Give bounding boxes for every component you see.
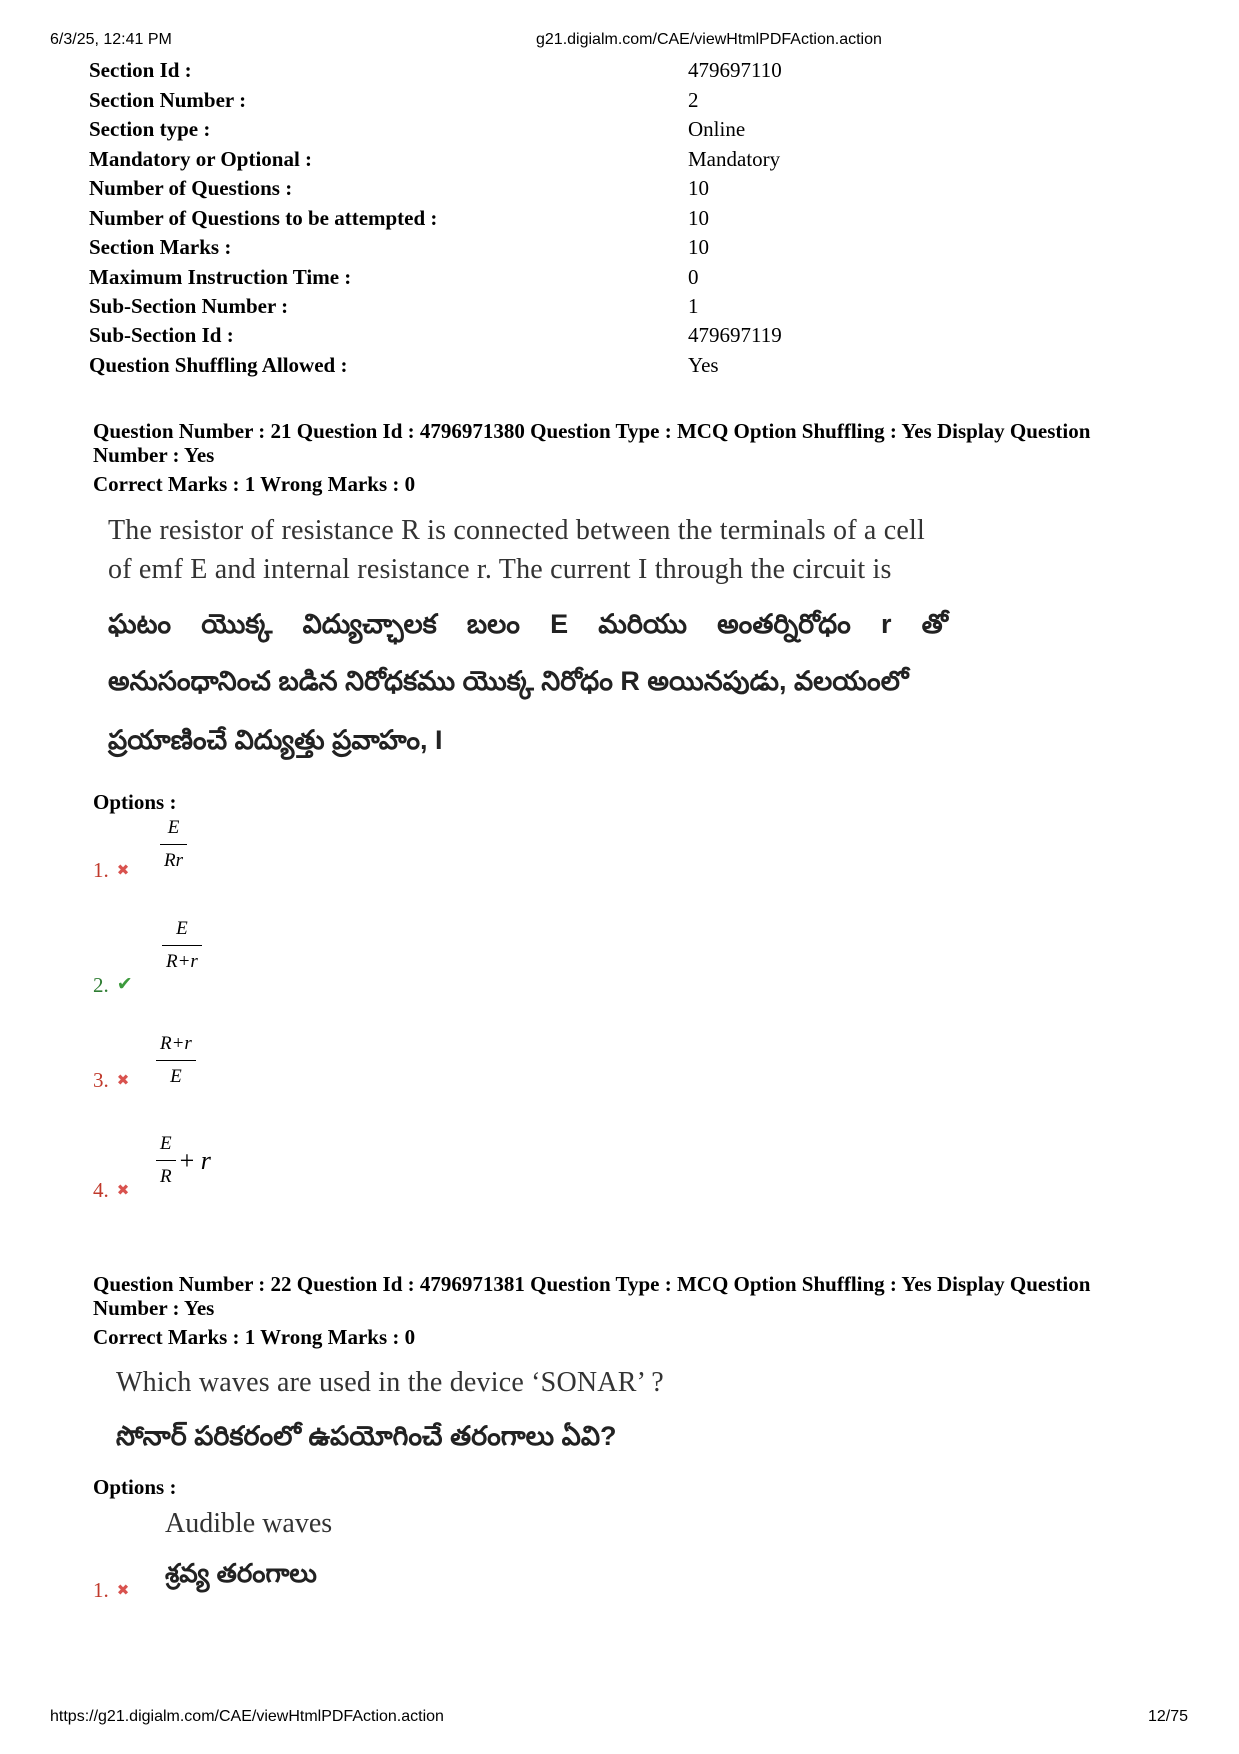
- plus-sign: +: [179, 1145, 195, 1175]
- question-text-en: Which waves are used in the device ‘SONAR’ ?: [116, 1367, 664, 1398]
- shuffling-allowed-value: Yes: [688, 353, 719, 377]
- section-type-value: Online: [688, 117, 746, 141]
- fraction-denominator: R: [160, 1166, 172, 1187]
- print-footer-url: https://g21.digialm.com/CAE/viewHtmlPDFAction.action: [50, 1708, 444, 1725]
- option-number: [93, 1178, 129, 1203]
- option-number-text: 3.: [93, 1068, 109, 1092]
- fraction-numerator: E: [176, 918, 188, 939]
- question-marks: Correct Marks : 1 Wrong Marks : 0: [93, 472, 416, 496]
- instruction-time-value: 0: [688, 265, 699, 289]
- wrong-cross-icon: ✖: [116, 1073, 130, 1089]
- num-attempted-label: Number of Questions to be attempted :: [89, 206, 438, 230]
- section-marks-label: Section Marks :: [89, 235, 232, 259]
- section-number-label: Section Number :: [89, 88, 247, 112]
- option-number-text: 1.: [93, 858, 109, 882]
- num-questions-value: 10: [688, 176, 709, 200]
- shuffling-allowed-label: Question Shuffling Allowed :: [89, 353, 348, 377]
- option-number-text: 1.: [93, 1578, 109, 1602]
- options-label: Options :: [93, 790, 177, 814]
- subsection-id-label: Sub-Section Id :: [89, 323, 234, 347]
- question-text-te-line1: ఘటం యొక్క విద్యుచ్ఛాలక బలం E మరియు అంతర్నిరోధం r తో: [108, 609, 948, 639]
- fraction-bar: [162, 945, 202, 946]
- fraction-denominator: E: [170, 1066, 182, 1087]
- option-fraction: [162, 916, 202, 975]
- question-text-te-line3: ప్రయాణించే విద్యుత్తు ప్రవాహం, I: [108, 725, 443, 755]
- question-meta: Question Number : 21 Question Id : 4796971380 Question Type : MCQ Option Shuffling : Yes Display Question Number : Yes: [93, 419, 1091, 467]
- correct-check-icon: ✔: [116, 974, 133, 995]
- option-text-te: శ్రవ్య తరంగాలు: [165, 1558, 317, 1588]
- option-text-en: Audible waves: [165, 1508, 333, 1539]
- fraction-numerator: E: [160, 1133, 172, 1154]
- fraction-bar: [156, 1060, 196, 1061]
- option-number: [93, 973, 133, 998]
- fraction-bar: [156, 1160, 176, 1161]
- num-questions-label: Number of Questions :: [89, 176, 293, 200]
- section-id-value: 479697110: [688, 58, 782, 82]
- option-number: [93, 858, 129, 883]
- fraction-denominator: Rr: [164, 850, 183, 871]
- print-datetime: 6/3/25, 12:41 PM: [50, 31, 172, 48]
- option-number-text: 2.: [93, 973, 109, 997]
- option-number-text: 4.: [93, 1178, 109, 1202]
- mandatory-value: Mandatory: [688, 147, 781, 171]
- expression-suffix: [180, 1146, 211, 1176]
- fraction-numerator: E: [167, 817, 180, 838]
- instruction-time-label: Maximum Instruction Time :: [89, 265, 352, 289]
- option-number: [93, 1578, 129, 1603]
- suffix-variable: r: [200, 1145, 211, 1175]
- print-page-title: g21.digialm.com/CAE/viewHtmlPDFAction.action: [536, 31, 882, 48]
- option-expression: [156, 1131, 211, 1190]
- subsection-number-label: Sub-Section Number :: [89, 294, 289, 318]
- num-attempted-value: 10: [688, 206, 709, 230]
- option-number: [93, 1068, 129, 1093]
- option-fraction: [160, 815, 187, 874]
- wrong-cross-icon: ✖: [116, 863, 130, 879]
- subsection-number-value: 1: [688, 294, 699, 318]
- subsection-id-value: 479697119: [688, 323, 782, 347]
- wrong-cross-icon: ✖: [116, 1583, 130, 1599]
- option-fraction: [156, 1031, 196, 1090]
- mandatory-label: Mandatory or Optional :: [89, 147, 313, 171]
- wrong-cross-icon: ✖: [116, 1183, 130, 1199]
- print-page-counter: 12/75: [1148, 1708, 1189, 1725]
- section-id-label: Section Id :: [89, 58, 192, 82]
- section-marks-value: 10: [688, 235, 709, 259]
- question-text-en-line1: The resistor of resistance R is connected between the terminals of a cell: [108, 515, 925, 546]
- options-label: Options :: [93, 1475, 177, 1499]
- question-text-te-line2: అనుసంధానించ బడిన నిరోధకము యొక్క నిరోధం R అయినపుడు, వలయంలో: [108, 666, 909, 696]
- section-type-label: Section type :: [89, 117, 211, 141]
- fraction-denominator: R+r: [166, 951, 198, 972]
- fraction-bar: [160, 844, 187, 845]
- question-meta: Question Number : 22 Question Id : 4796971381 Question Type : MCQ Option Shuffling : Yes Display Question Number : Yes: [93, 1272, 1091, 1320]
- fraction-numerator: R+r: [160, 1033, 192, 1054]
- question-text-en-line2: of emf E and internal resistance r. The current I through the circuit is: [108, 554, 892, 585]
- section-number-value: 2: [688, 88, 699, 112]
- question-text-te: సోనార్ పరికరంలో ఉపయోగించే తరంగాలు ఏవి?: [116, 1421, 617, 1451]
- question-marks: Correct Marks : 1 Wrong Marks : 0: [93, 1325, 416, 1349]
